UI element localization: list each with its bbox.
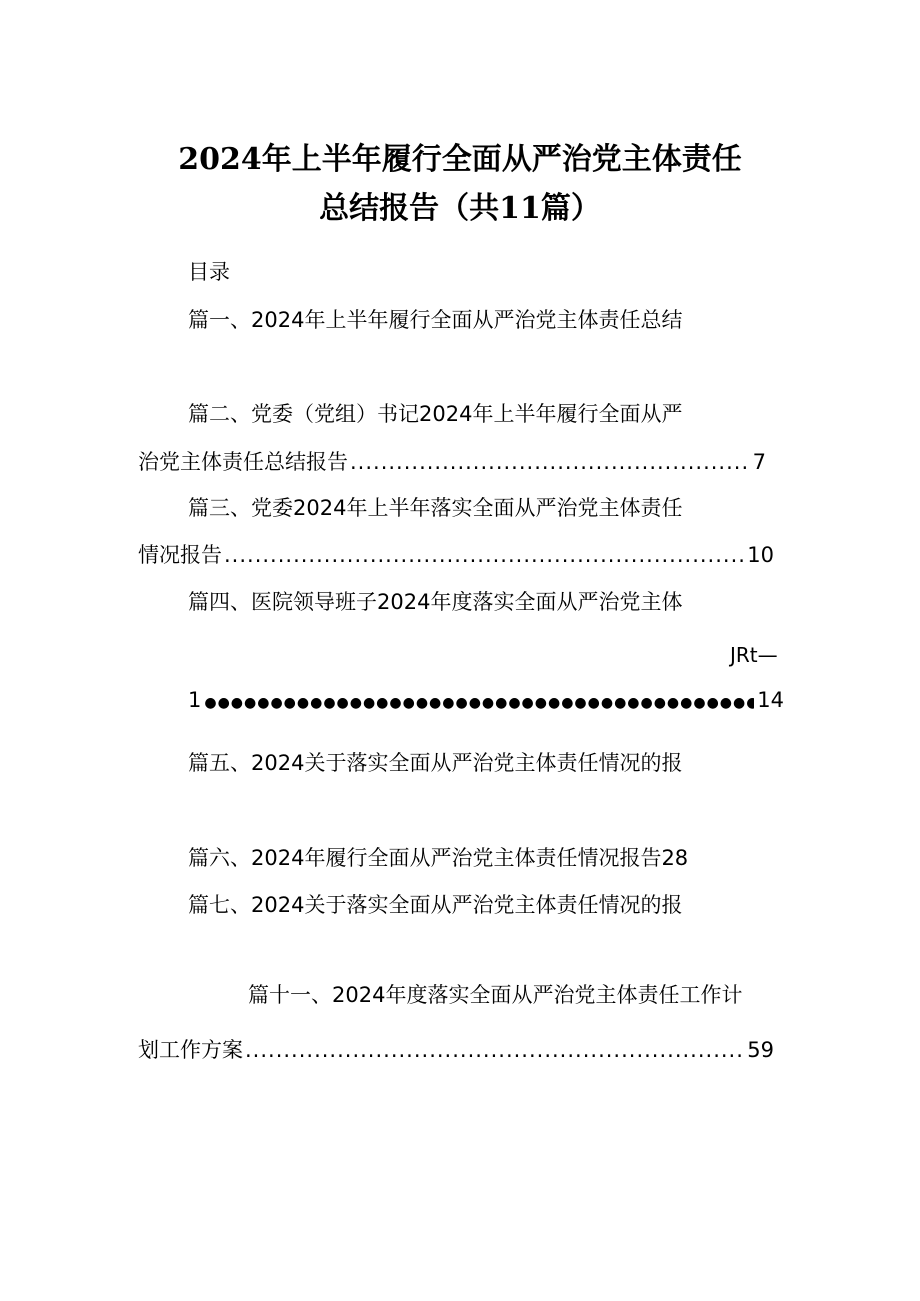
toc-heading: 目录	[188, 260, 230, 284]
toc-entry-4-fragment: JRt—	[730, 643, 778, 667]
toc-entry-7: 篇七、2024关于落实全面从严治党主体责任情况的报	[188, 893, 683, 917]
toc-entry-11-page: 59	[747, 1038, 774, 1062]
toc-entry-2-leader	[138, 448, 766, 476]
toc-entry-2: 篇二、党委（党组）书记2024年上半年履行全面从严	[188, 402, 683, 426]
toc-entry-11: 篇十一、2024年度落实全面从严治党主体责任工作计	[248, 983, 743, 1007]
toc-entry-11-leader	[138, 1036, 774, 1064]
toc-entry-2-page: 7	[752, 450, 766, 474]
toc-entry-4-page: 14	[757, 688, 784, 712]
document-title-line-2: 总结报告（共11篇）	[319, 191, 601, 226]
toc-entry-4-text: 1	[188, 688, 202, 712]
toc-entry-3-leader	[138, 541, 774, 569]
toc-entry-3-text: 情况报告	[138, 543, 222, 567]
leader-bullets	[204, 689, 754, 717]
document-title-line-1: 2024年上半年履行全面从严治党主体责任	[178, 142, 742, 177]
leader-dots	[350, 448, 751, 476]
toc-entry-4: 篇四、医院领导班子2024年度落实全面从严治党主体	[188, 590, 683, 614]
toc-entry-6: 篇六、2024年履行全面从严治党主体责任情况报告28	[188, 846, 689, 870]
toc-entry-4-leader	[188, 686, 784, 717]
toc-entry-11-text: 划工作方案	[138, 1038, 243, 1062]
leader-dots	[245, 1036, 745, 1064]
toc-entry-1: 篇一、2024年上半年履行全面从严治党主体责任总结	[188, 308, 683, 332]
toc-entry-3-page: 10	[747, 543, 774, 567]
toc-entry-2-text: 治党主体责任总结报告	[138, 450, 348, 474]
toc-entry-5: 篇五、2024关于落实全面从严治党主体责任情况的报	[188, 751, 683, 775]
leader-dots	[224, 541, 745, 569]
toc-entry-3: 篇三、党委2024年上半年落实全面从严治党主体责任	[188, 496, 683, 520]
